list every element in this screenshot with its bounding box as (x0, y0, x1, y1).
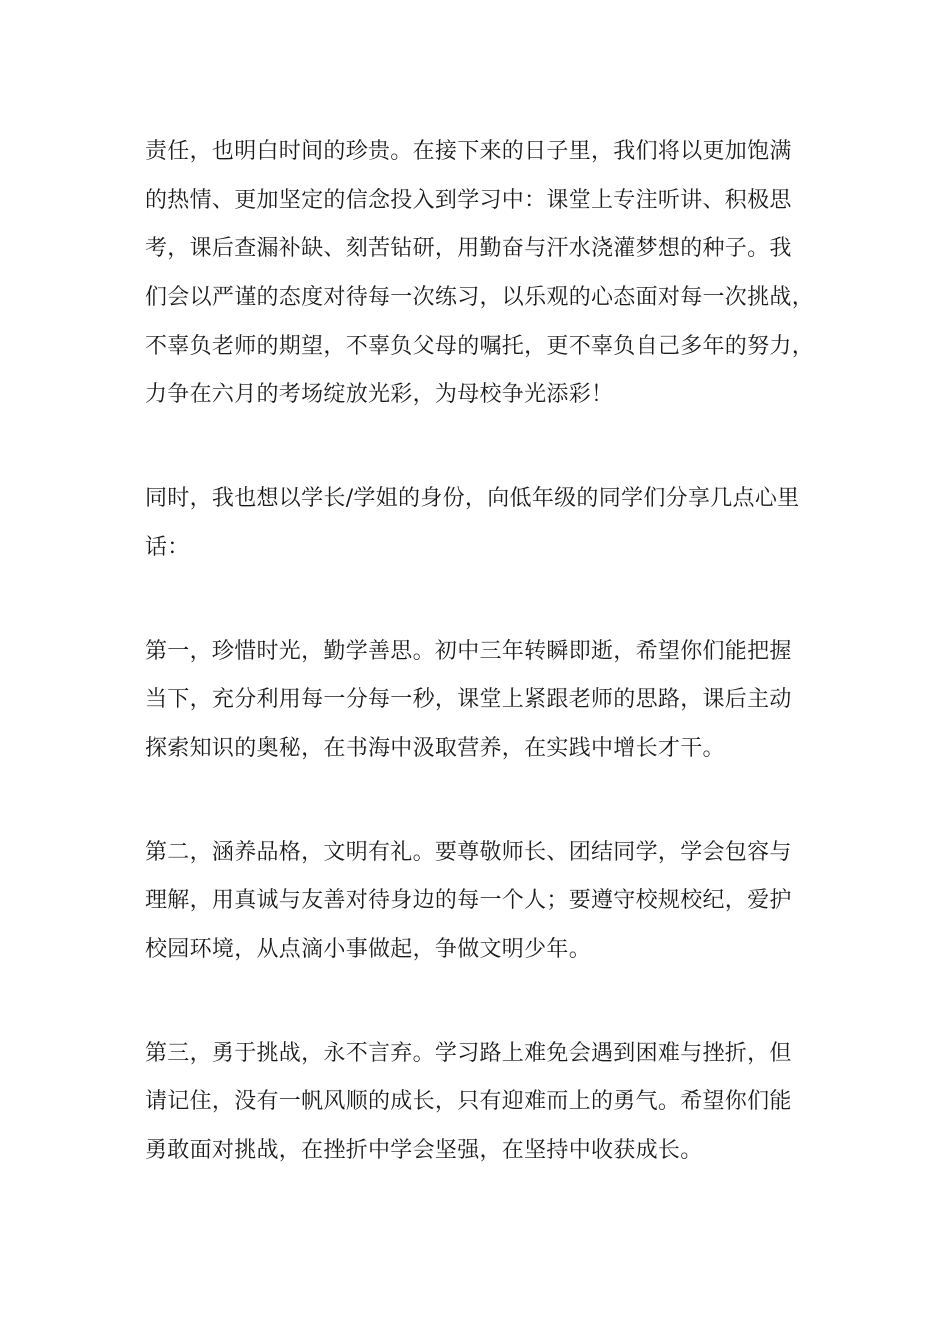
text-line: 责任，也明白时间的珍贵。在接下来的日子里，我们将以更加饱满 (145, 139, 792, 164)
text-line: 们会以严谨的态度对待每一次练习，以乐观的心态面对每一次挑战， (145, 285, 815, 311)
text-line: 考，课后查漏补缺、刻苦钻研，用勤奋与汗水浇灌梦想的种子。我 (145, 236, 792, 262)
text-line: 力争在六月的考场绽放光彩，为母校争光添彩！ (145, 382, 614, 408)
text-line: 当下，充分利用每一分每一秒，课堂上紧跟老师的思路，课后主动 (145, 687, 792, 713)
document-body (145, 128, 845, 1176)
text-line: 勇敢面对挑战，在挫折中学会坚强，在坚持中收获成长。 (145, 1138, 703, 1163)
text-line: 请记住，没有一帆风顺的成长，只有迎难而上的勇气。希望你们能 (145, 1089, 792, 1115)
text-line: 理解，用真诚与友善对待身边的每一个人；要遵守校规校纪，爱护 (145, 888, 792, 914)
text-line: 校园环境，从点滴小事做起，争做文明少年。 (145, 936, 592, 962)
paragraph-point-two (145, 829, 845, 975)
text-line: 探索知识的奥秘，在书海中汲取营养，在实践中增长才干。 (145, 735, 725, 761)
text-line: 不辜负老师的期望，不辜负父母的嘱托，更不辜负自己多年的努力， (145, 333, 815, 359)
paragraph-point-one (145, 628, 845, 774)
paragraph-intro (145, 475, 845, 572)
text-line: 同时，我也想以学长/学姐的身份，向低年级的同学们分享几点心里 (145, 486, 800, 512)
text-line: 第二，涵养品格，文明有礼。要尊敬师长、团结同学，学会包容与 (145, 839, 792, 865)
paragraph-point-three (145, 1030, 845, 1176)
text-line: 的热情、更加坚定的信念投入到学习中：课堂上专注听讲、积极思 (145, 187, 792, 213)
text-line: 第三，勇于挑战，永不言弃。学习路上难免会遇到困难与挫折，但 (145, 1040, 792, 1066)
text-line: 第一，珍惜时光，勤学善思。初中三年转瞬即逝，希望你们能把握 (145, 638, 792, 664)
text-line: 话： (145, 534, 190, 560)
paragraph-commitment (145, 128, 845, 420)
